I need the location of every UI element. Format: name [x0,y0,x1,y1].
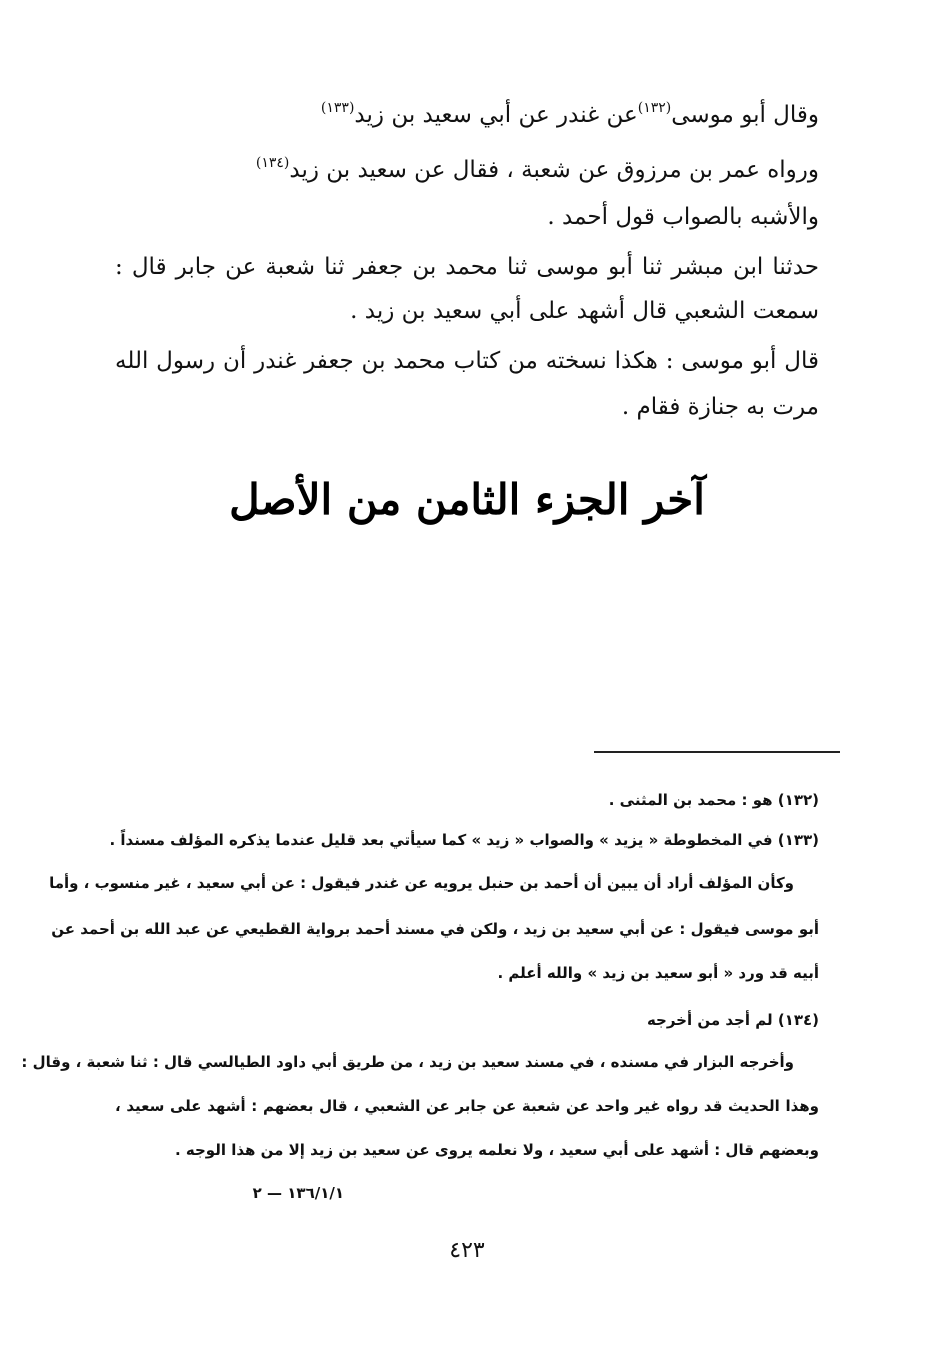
footnote-ref-134: (١٣٤) [255,155,290,171]
manuscript-reference: ١٣٦/١/١ — ٢ [252,1184,344,1202]
footnote-ref-132: (١٣٢) [637,100,672,116]
footnote-132: (١٣٢) هو : محمد بن المثنى . [608,791,819,809]
page-number: ٤٢٣ [449,1238,485,1263]
footnote-133: (١٣٣) في المخطوطة « يزيد » والصواب « زيد » كما سيأتي بعد قليل عندما يذكره المؤلف مسنداً . [109,831,819,849]
footnote-134-line-3: وهذا الحديث قد رواه غير واحد عن شعبة عن جابر عن الشعبي ، قال بعضهم : أشهد على سعيد ، [115,1097,819,1115]
footnote-133-line-4: أبيه قد ورد « أبو سعيد بن زيد » والله أعلم . [497,964,819,982]
body-line-6: قال أبو موسى : هكذا نسخته من كتاب محمد بن جعفر غندر أن رسول الله [115,348,819,374]
body-line-5: سمعت الشعبي قال أشهد على أبي سعيد بن زيد . [350,298,819,324]
footnote-ref-133: (١٣٣) [320,100,355,116]
body-line-1: وقال أبو موسى$^{(١٣٢)}$عن غندر عن أبي سعيد بن زيد$^{(١٣٣)}$ [320,100,819,128]
footnote-134: (١٣٤) لم أجد من أخرجه [646,1011,819,1029]
footnote-134-line-2: وأخرجه البزار في مسنده ، في مسند سعيد بن زيد ، من طريق أبي داود الطيالسي قال : ثنا شعبة ، وقال : [21,1053,794,1071]
footnote-separator [594,751,840,753]
footnote-134-line-4: وبعضهم قال : أشهد على أبي سعيد ، ولا نعلمه يروى عن سعيد بن زيد إلا من هذا الوجه . [174,1141,819,1159]
body-line-2: ورواه عمر بن مرزوق عن شعبة ، فقال عن سعيد بن زيد$^{(١٣٤)}$ [255,155,819,183]
footnote-133-line-3: أبو موسى فيقول : عن أبي سعيد بن زيد ، ولكن في مسند أحمد برواية القطيعي عن عبد الله بن أحمد عن [51,920,819,938]
body-line-7: مرت به جنازة فقام . [621,394,819,420]
body-line-3: والأشبه بالصواب قول أحمد . [547,204,819,230]
body-line-4: حدثنا ابن مبشر ثنا أبو موسى ثنا محمد بن جعفر ثنا شعبة عن جابر قال : [115,254,819,280]
section-end-heading: آخر الجزء الثامن من الأصل [229,475,705,524]
footnote-133-line-2: وكأن المؤلف أراد أن يبين أن أحمد بن حنبل يرويه عن غندر فيقول : عن أبي سعيد ، غير منسوب ، وأما [49,874,794,892]
